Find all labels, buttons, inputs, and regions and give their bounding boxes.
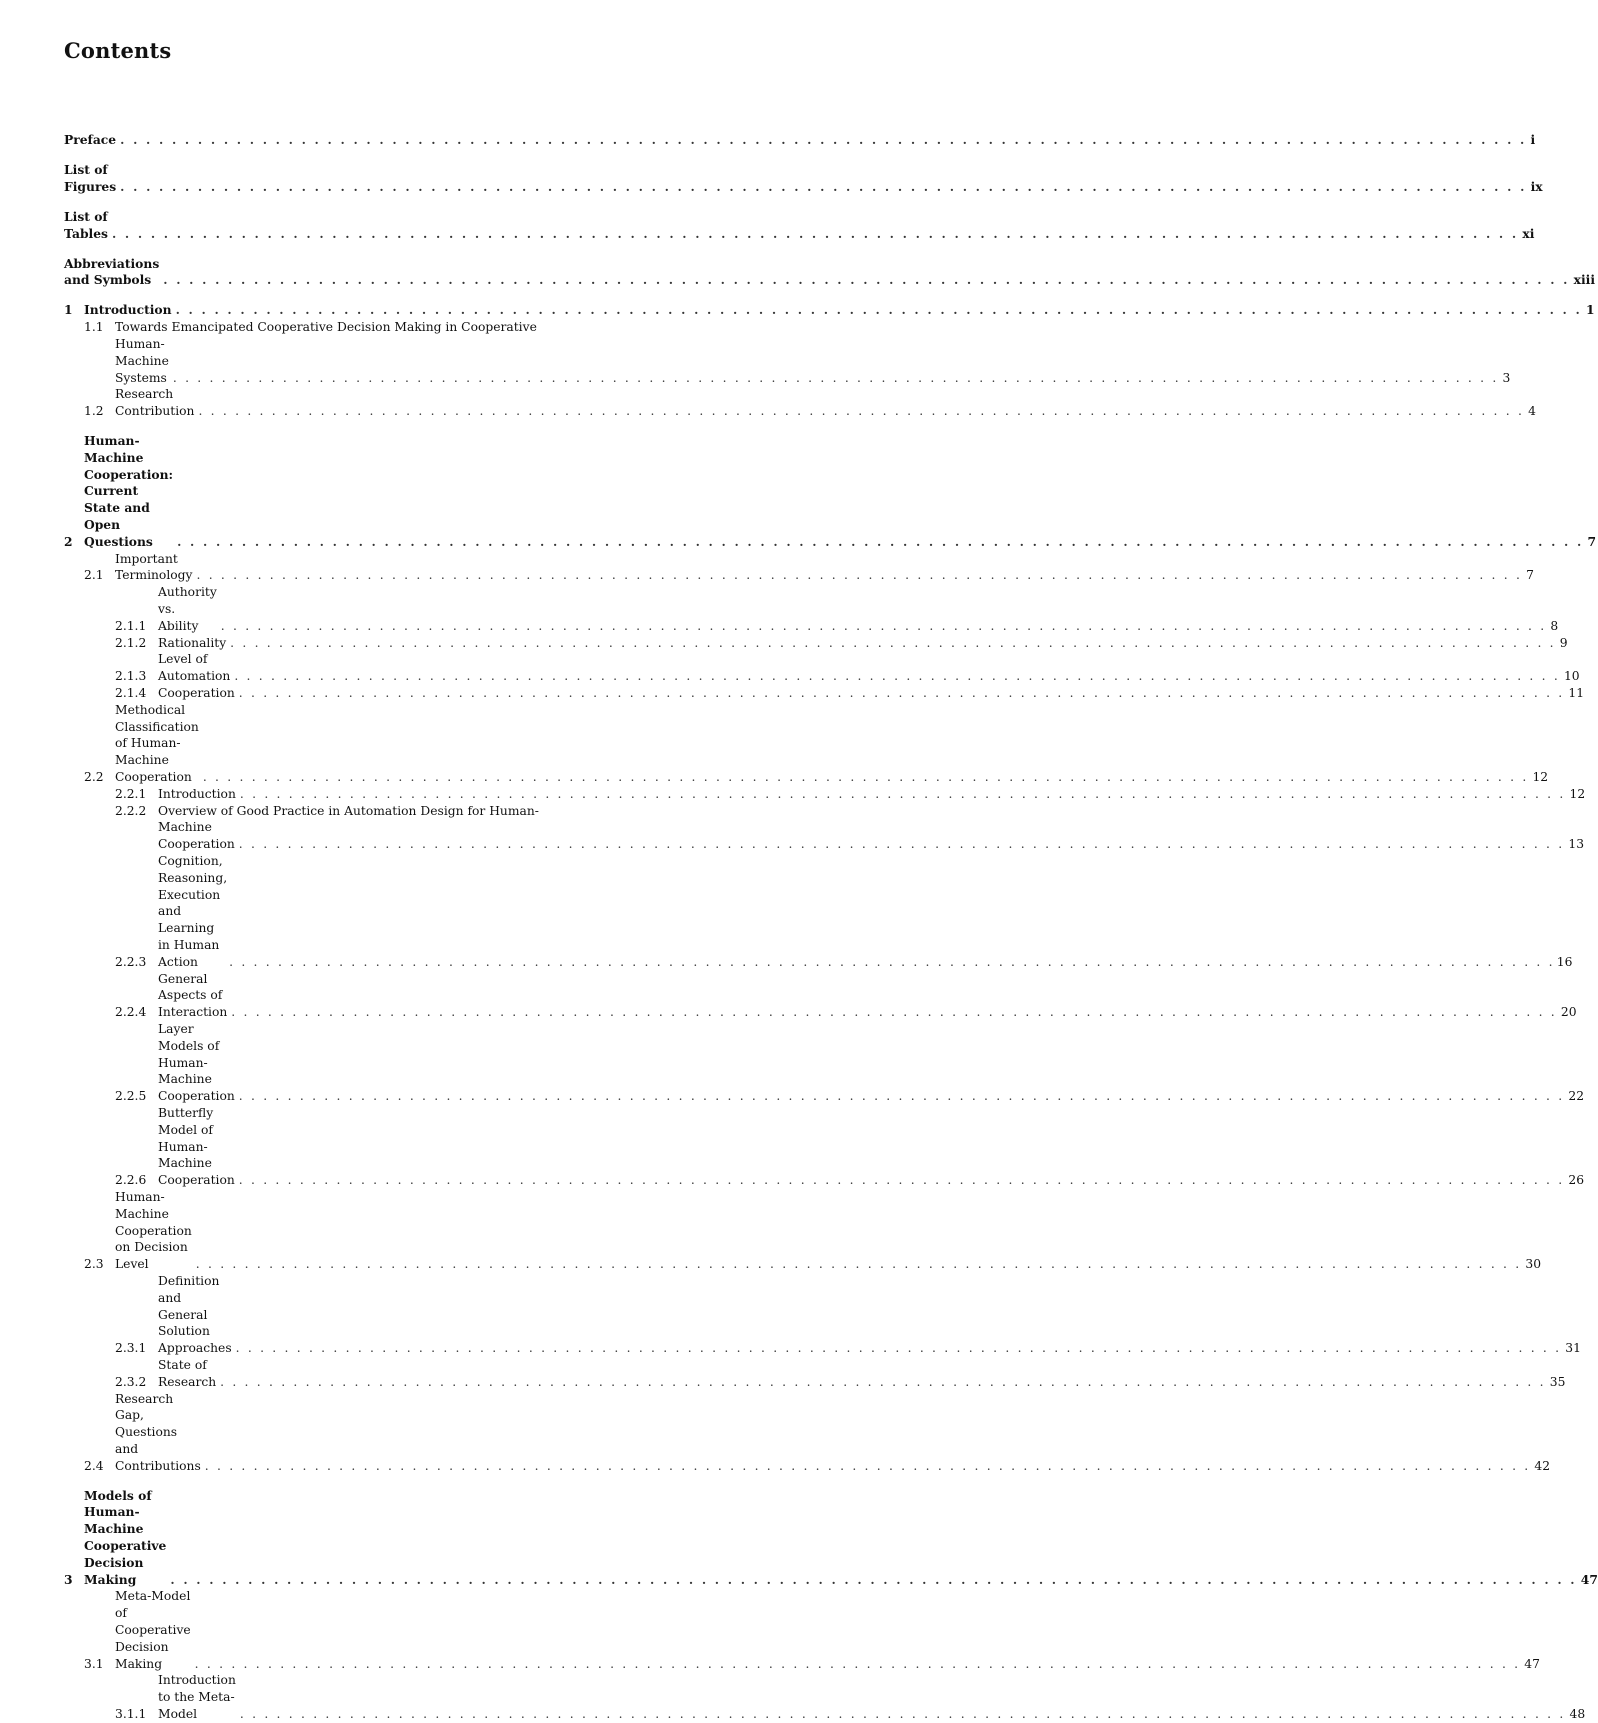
- dot-leader: [220, 1374, 1546, 1391]
- toc-entry-title-line2: Human-Machine Systems: [115, 336, 169, 385]
- dot-leader: [239, 685, 1565, 702]
- toc-section-2-1[interactable]: [64, 551, 1534, 585]
- toc-entry-title: Research Contribution: [115, 387, 195, 419]
- dot-leader: [173, 370, 1499, 387]
- toc-entry-title: Methodical Classification of Human-Machine Cooperation: [115, 702, 199, 785]
- toc-section-1-2[interactable]: [64, 386, 1536, 420]
- toc-entry-number: 3.1.1: [115, 1707, 147, 1722]
- toc-entry-title: Cognition, Reasoning, Execution and Learning in Human Action: [158, 854, 228, 969]
- toc-entry-title: Human-Machine Cooperation: Current State and Open Questions: [84, 433, 174, 549]
- toc-subsection-2-2-4[interactable]: [64, 971, 1577, 1021]
- toc-entry-number: 2.2.2: [115, 803, 147, 818]
- toc-entry-title: Meta-Model of Cooperative Decision Making: [115, 1589, 191, 1671]
- toc-page-number: 7: [1526, 568, 1534, 583]
- toc-entry-number: 2.1.2: [115, 635, 147, 650]
- dot-leader: [239, 1172, 1565, 1189]
- toc-entry-number: 2.3.1: [115, 1341, 147, 1356]
- toc-page-number: 20: [1560, 1005, 1577, 1020]
- dot-leader: [231, 1004, 1557, 1021]
- dot-leader: [196, 567, 1522, 584]
- toc-entry-title: General Aspects of Interaction: [158, 971, 228, 1020]
- toc-page-number: 30: [1525, 1257, 1542, 1272]
- toc-subsection-2-2-2[interactable]: [64, 803, 1585, 853]
- toc-page-number: i: [1530, 132, 1536, 147]
- toc-entry-list-of-figures[interactable]: [64, 161, 1543, 196]
- toc-section-1-1[interactable]: [64, 319, 1511, 386]
- dot-leader: [205, 1458, 1531, 1475]
- toc-entry-number: 2.1: [84, 568, 104, 583]
- dot-leader: [236, 1340, 1562, 1357]
- toc-subsection-2-3-1[interactable]: [64, 1273, 1581, 1357]
- toc-entry-number: 2.1.1: [115, 618, 147, 633]
- toc-section-2-4[interactable]: [64, 1391, 1551, 1475]
- dot-leader: [112, 226, 1518, 243]
- dot-leader: [230, 635, 1556, 652]
- toc-page-number: 26: [1568, 1173, 1585, 1188]
- toc-entry-title: Authority vs. Ability: [158, 585, 217, 633]
- dot-leader: [120, 132, 1526, 149]
- toc-subsection-2-3-2[interactable]: [64, 1357, 1566, 1391]
- toc-entry-preface[interactable]: [64, 132, 1536, 149]
- toc-page-number: 8: [1550, 618, 1559, 633]
- toc-entry-list-of-tables[interactable]: [64, 208, 1535, 243]
- toc-page-number: 7: [1587, 533, 1597, 549]
- toc-entry-number: 2.1.4: [115, 686, 147, 701]
- toc-entry-title: List of Tables: [64, 208, 108, 241]
- toc-entry-title-line2: Machine Cooperation: [158, 820, 235, 852]
- toc-subsection-2-1-1[interactable]: [64, 584, 1559, 634]
- toc-page-number: xiii: [1573, 272, 1596, 288]
- dot-leader: [221, 618, 1547, 635]
- dot-leader: [195, 1656, 1521, 1673]
- toc-entry-number: 1: [64, 302, 73, 318]
- toc-entry-title: Definition and General Solution Approaches: [158, 1273, 232, 1356]
- toc-section-3-1[interactable]: [64, 1588, 1540, 1672]
- dot-leader: [177, 534, 1583, 551]
- toc-entry-number: 2.3: [84, 1257, 104, 1272]
- toc-entry-number: 2.2.1: [115, 786, 147, 801]
- toc-entry-number: 1.2: [84, 404, 104, 419]
- toc-entry-title: Models of Human-Machine Cooperative Decision Making: [84, 1487, 167, 1587]
- toc-chapter-3[interactable]: [64, 1487, 1598, 1589]
- toc-entry-number: 2.2.5: [115, 1089, 147, 1104]
- dot-leader: [120, 179, 1526, 196]
- toc-page-number: 16: [1556, 954, 1573, 969]
- toc-entry-title: List of Figures: [64, 161, 117, 194]
- toc-section-2-2[interactable]: [64, 702, 1549, 786]
- page-title: Contents: [64, 38, 172, 63]
- toc-entry-number: 2.3.2: [115, 1374, 147, 1389]
- dot-leader: [196, 1256, 1522, 1273]
- toc-subsection-2-2-1[interactable]: [64, 786, 1586, 803]
- dot-leader: [176, 302, 1582, 319]
- toc-section-2-3[interactable]: [64, 1189, 1542, 1273]
- toc-page-number: 9: [1559, 635, 1568, 650]
- toc-entry-title: Introduction: [84, 302, 172, 318]
- toc-entry-number: 3.1: [84, 1656, 104, 1671]
- toc-entry-title: Butterfly Model of Human-Machine Cooperation: [158, 1105, 235, 1188]
- toc-page-number: 47: [1580, 1571, 1598, 1587]
- toc-entry-title-block: [158, 803, 1584, 853]
- toc-subsection-3-1-1[interactable]: [64, 1672, 1586, 1722]
- toc-entry-title: Abbreviations and Symbols: [64, 255, 160, 288]
- toc-page-number: 13: [1568, 837, 1585, 852]
- toc-subsection-2-1-2[interactable]: [64, 635, 1568, 652]
- toc-page-number: 1: [1585, 302, 1595, 318]
- dot-leader: [240, 1706, 1566, 1723]
- dot-leader: [229, 954, 1555, 971]
- toc-entry-title-block: [115, 319, 1510, 386]
- dot-leader: [240, 786, 1566, 803]
- toc-page-number: 3: [1502, 370, 1511, 385]
- toc-page-number: 31: [1565, 1341, 1581, 1356]
- toc-page-number: 11: [1568, 686, 1585, 701]
- toc-page-number: xi: [1522, 225, 1535, 241]
- toc-page-number: 10: [1563, 669, 1580, 684]
- dot-leader: [198, 403, 1524, 420]
- toc-entry-title: Layer Models of Human-Machine Cooperation: [158, 1021, 235, 1104]
- toc-entry-title: Preface: [64, 132, 117, 147]
- toc-entry-title-line1: Overview of Good Practice in Automation Design for Human-: [158, 803, 539, 818]
- dot-leader: [170, 1572, 1576, 1589]
- toc-page-number: 12: [1532, 770, 1549, 785]
- toc-entry-title-line1: Towards Emancipated Cooperative Decision Making in Cooperative: [115, 320, 537, 335]
- toc-page-number: 4: [1528, 404, 1536, 419]
- toc-entry-number: 3: [64, 1571, 73, 1587]
- dot-leader: [239, 1088, 1565, 1105]
- toc-page-number: ix: [1530, 178, 1543, 194]
- toc-entry-title: Cooperation: [158, 686, 235, 701]
- table-of-contents: [64, 132, 1598, 1723]
- toc-entry-title: Research Gap, Questions and Contributions: [115, 1391, 201, 1473]
- dot-leader: [163, 272, 1569, 289]
- toc-entry-title: State of Research: [158, 1357, 217, 1389]
- toc-entry-number: 2.4: [84, 1458, 104, 1473]
- dot-leader: [239, 836, 1565, 853]
- toc-entry-number: 2.2.6: [115, 1173, 147, 1188]
- toc-page-number: 48: [1569, 1707, 1586, 1722]
- toc-chapter-1[interactable]: [64, 302, 1595, 319]
- toc-entry-title-line2-row: [115, 336, 1510, 386]
- toc-entry-number: 2.1.3: [115, 669, 147, 684]
- toc-entry-abbreviations[interactable]: [64, 255, 1596, 290]
- toc-entry-title: Level of Automation: [158, 652, 231, 684]
- toc-page-number: 42: [1534, 1458, 1551, 1473]
- toc-entry-title: Human-Machine Cooperation on Decision Level: [115, 1189, 192, 1272]
- dot-leader: [234, 668, 1560, 685]
- toc-subsection-2-1-3[interactable]: [64, 651, 1580, 685]
- toc-entry-number: 2.2.4: [115, 1005, 147, 1020]
- toc-subsection-2-2-6[interactable]: [64, 1105, 1585, 1189]
- toc-page-number: 12: [1569, 786, 1586, 801]
- toc-chapter-2[interactable]: [64, 433, 1597, 551]
- toc-entry-title: Introduction: [158, 786, 236, 801]
- toc-entry-title: Important Terminology: [115, 551, 193, 583]
- toc-page-number: 47: [1524, 1656, 1540, 1671]
- toc-subsection-2-2-3[interactable]: [64, 853, 1573, 971]
- dot-leader: [203, 769, 1529, 786]
- toc-page-number: 35: [1549, 1374, 1566, 1389]
- toc-entry-number: 2: [64, 533, 73, 549]
- toc-page-number: 22: [1568, 1089, 1585, 1104]
- toc-entry-number: 2.2: [84, 770, 104, 785]
- toc-entry-title: Introduction to the Meta-Model: [158, 1673, 236, 1722]
- toc-entry-title-line2-row: [158, 819, 1584, 853]
- toc-subsection-2-2-5[interactable]: [64, 1021, 1585, 1105]
- toc-subsection-2-1-4[interactable]: [64, 685, 1585, 702]
- toc-entry-number: 2.2.3: [115, 954, 147, 969]
- toc-entry-number: 1.1: [84, 320, 104, 335]
- toc-entry-title: Rationality: [158, 635, 227, 650]
